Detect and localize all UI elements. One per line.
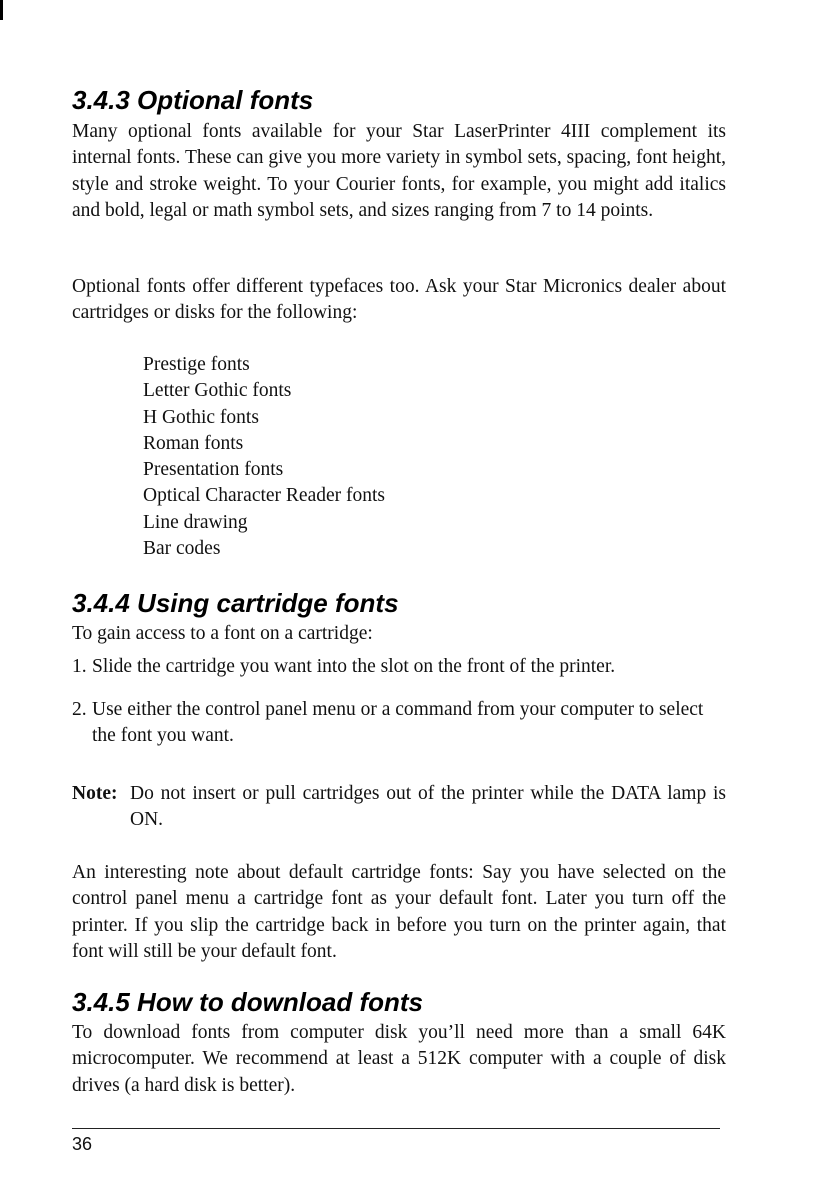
note-block: [72, 781, 726, 834]
download-fonts-paragraph: To download fonts from computer disk you’ll need more than a small 64K microcomputer. We recommend at least a 512K computer with a couple of disk drives (a hard disk is better).: [72, 1022, 726, 1096]
step-item: [72, 697, 726, 750]
list-item: Roman fonts: [143, 432, 244, 454]
step-number: 1.: [72, 656, 87, 677]
list-item: Optical Character Reader fonts: [143, 485, 386, 507]
note-text: Do not insert or pull cartridges out of the printer while the DATA lamp is ON.: [130, 783, 726, 831]
optional-fonts-dealer-paragraph: Optional fonts offer different typefaces too. Ask your Star Micronics dealer about cartridges or disks for the following:: [72, 276, 726, 324]
list-item: H Gothic fonts: [143, 406, 259, 428]
list-item: Presentation fonts: [143, 459, 284, 481]
section-heading-download-fonts: 3.4.5 How to download fonts: [72, 987, 423, 1017]
scan-edge-mark: [0, 0, 3, 20]
cartridge-intro: To gain access to a font on a cartridge:: [72, 623, 373, 644]
default-cartridge-paragraph: An interesting note about default cartridge fonts: Say you have selected on the control panel menu a cartridge font as your default font. Later you turn off the printer. If you slip the cartridge back in before you turn on the printer again, that font will still be your default font.: [72, 862, 726, 962]
section-heading-cartridge-fonts: 3.4.4 Using cartridge fonts: [72, 588, 399, 618]
list-item: Letter Gothic fonts: [143, 380, 292, 402]
page-number: 36: [72, 1134, 93, 1154]
font-list: [143, 352, 385, 562]
step-number: 2.: [72, 699, 87, 720]
optional-fonts-paragraph: Many optional fonts available for your Star LaserPrinter 4III complement its internal fonts. These can give you more variety in symbol sets, spacing, font height, style and stroke weight. To your Courier fonts, for example, you might add italics and bold, legal or math symbol sets, and sizes ranging from 7 to 14 points.: [72, 121, 726, 221]
list-item: Line drawing: [143, 511, 248, 533]
list-item: Bar codes: [143, 538, 221, 560]
step-text: Slide the cartridge you want into the slot on the front of the printer.: [92, 656, 616, 677]
note-label: Note:: [72, 783, 118, 804]
list-item: Prestige fonts: [143, 354, 250, 375]
step-text: Use either the control panel menu or a command from your computer to select the font you want.: [92, 699, 704, 747]
section-heading-optional-fonts: 3.4.3 Optional fonts: [72, 85, 314, 115]
footer-divider: [72, 1128, 720, 1129]
step-item: [72, 654, 726, 680]
